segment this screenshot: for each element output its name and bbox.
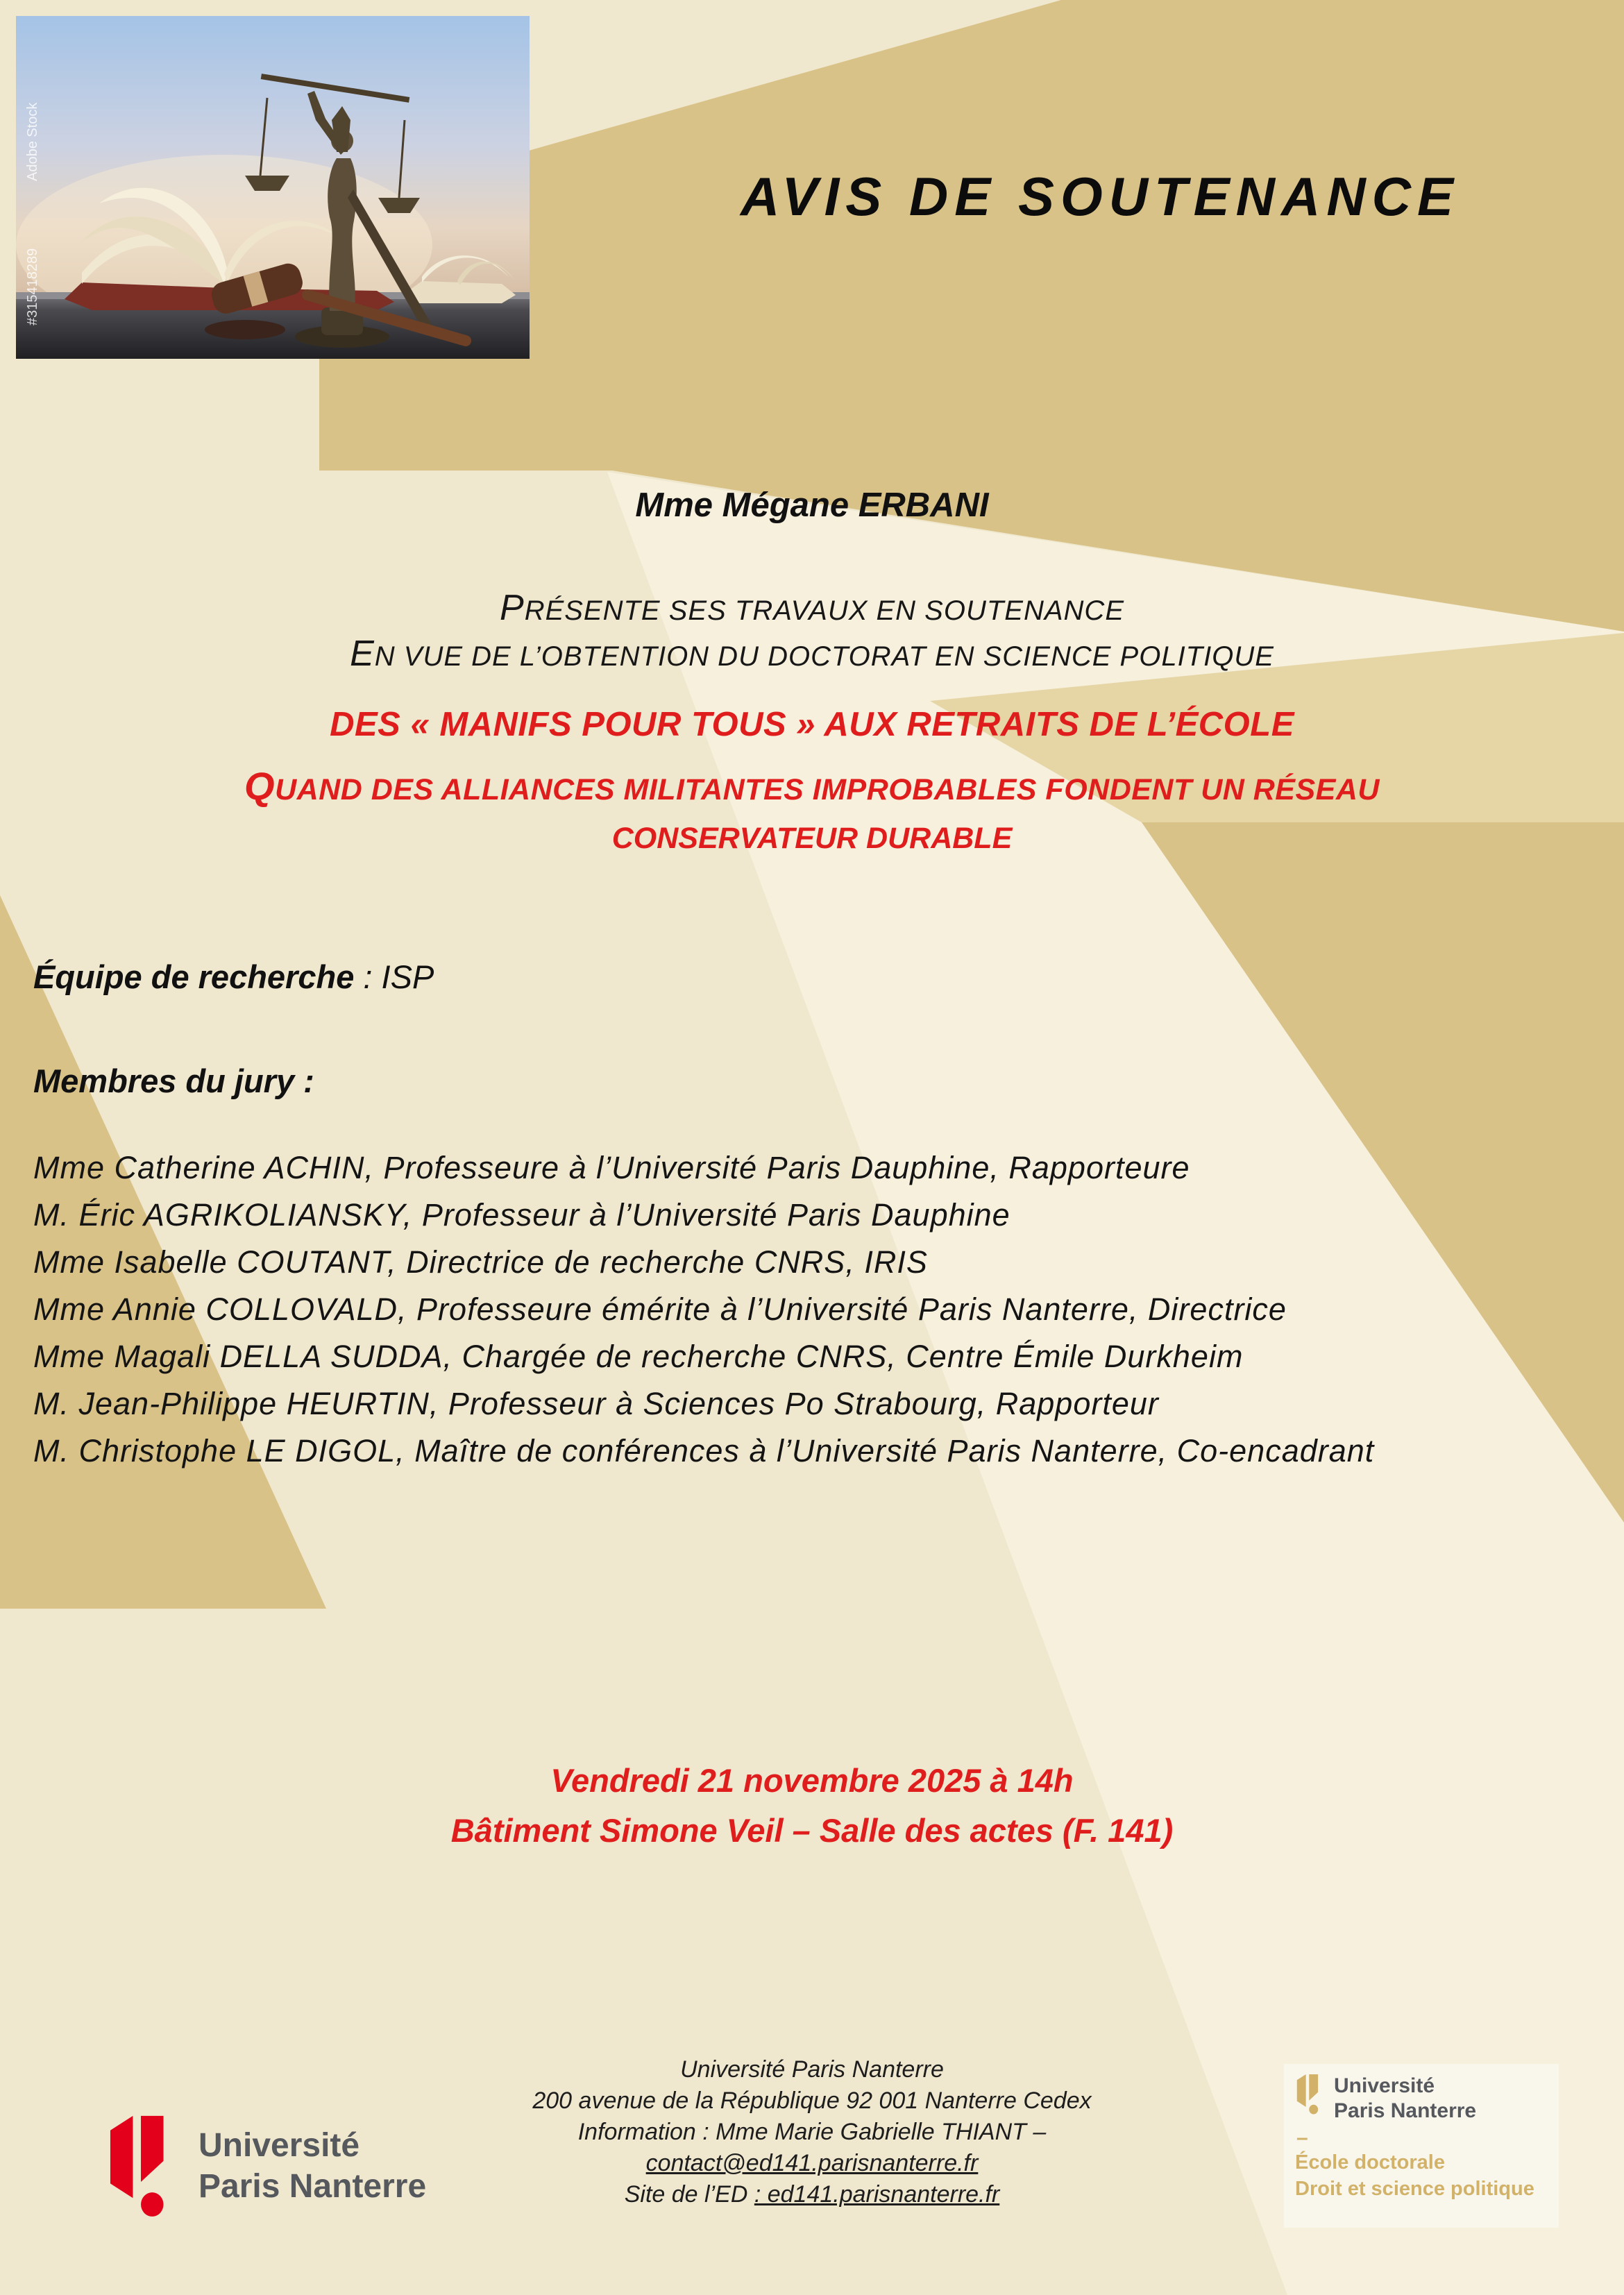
ed-logo-line2: Paris Nanterre [1334, 2099, 1477, 2122]
defense-datetime: Vendredi 21 novembre 2025 à 14h [550, 1762, 1074, 1799]
thesis-title-line-2: QUAND DES ALLIANCES MILITANTES IMPROBABLES FONDENT UN RÉSEAU [244, 764, 1380, 808]
ed-school-line1: École doctorale [1295, 2151, 1445, 2174]
footer-site-link[interactable]: : ed141.parisnanterre.fr [754, 2181, 1000, 2208]
banner-title: AVIS DE SOUTENANCE [741, 166, 1460, 227]
footer-info: Information : Mme Marie Gabrielle THIANT – [577, 2119, 1047, 2145]
ed-logo-card [1284, 2064, 1559, 2228]
presentation-line-2: EN VUE DE L’OBTENTION DU DOCTORAT EN SCIENCE POLITIQUE [350, 634, 1274, 674]
jury-member: M. Christophe LE DIGOL, Maître de conférences à l’Université Paris Nanterre, Co-encadrant [33, 1433, 1375, 1468]
ed-logo-mark-icon [1295, 2074, 1327, 2115]
research-team-label: Équipe de recherche [33, 958, 355, 995]
footer-email-link[interactable]: contact@ed141.parisnanterre.fr [645, 2150, 979, 2176]
jury-member: Mme Isabelle COUTANT, Directrice de recherche CNRS, IRIS [33, 1244, 928, 1280]
upn-logo [105, 2114, 426, 2219]
upn-logo-line2: Paris Nanterre [198, 2168, 427, 2205]
photo-illustration [16, 16, 530, 359]
research-team-line [33, 958, 434, 996]
footer-org: Université Paris Nanterre [680, 2056, 944, 2083]
upn-logo-wordmark [198, 2126, 426, 2207]
candidate-name: Mme Mégane ERBANI [635, 486, 989, 524]
research-team-separator: : [354, 958, 382, 995]
jury-member: Mme Catherine ACHIN, Professeure à l’Université Paris Dauphine, Rapporteure [33, 1150, 1190, 1185]
defense-location: Bâtiment Simone Veil – Salle des actes (F. 141) [450, 1812, 1174, 1849]
upn-logo-mark-icon [105, 2114, 186, 2219]
ed-logo-wordmark [1334, 2074, 1476, 2124]
upn-logo-line1: Université [198, 2127, 360, 2165]
research-team-value: ISP [381, 958, 434, 995]
watermark-brand-text: Adobe Stock [25, 102, 40, 181]
jury-member: Mme Magali DELLA SUDDA, Chargée de recherche CNRS, Centre Émile Durkheim [33, 1339, 1244, 1374]
thesis-title-line-1: DES « MANIFS POUR TOUS » AUX RETRAITS DE L’ÉCOLE [330, 706, 1294, 743]
ed-logo-dash: – [1296, 2126, 1308, 2149]
jury-label: Membres du jury : [33, 1062, 314, 1099]
watermark-id-text: #315418289 [25, 248, 40, 325]
presentation-line-1: PRÉSENTE SES TRAVAUX EN SOUTENANCE [500, 588, 1124, 628]
jury-member: Mme Annie COLLOVALD, Professeure émérite à l’Université Paris Nanterre, Directrice [33, 1292, 1287, 1327]
jury-member-list [33, 1145, 1595, 1475]
ed-logo-line1: Université [1334, 2074, 1435, 2097]
thesis-title-line-3: CONSERVATEUR DURABLE [611, 822, 1013, 855]
footer-address: 200 avenue de la République 92 001 Nanterre Cedex [532, 2087, 1092, 2114]
jury-member: M. Éric AGRIKOLIANSKY, Professeur à l’Université Paris Dauphine [33, 1197, 1010, 1233]
jury-member: M. Jean-Philippe HEURTIN, Professeur à Sciences Po Strabourg, Rapporteur [33, 1386, 1159, 1421]
ed-school-line2: Droit et science politique [1295, 2177, 1534, 2200]
justice-photo [16, 16, 530, 359]
footer-site-label: Site de l’ED [624, 2181, 754, 2208]
